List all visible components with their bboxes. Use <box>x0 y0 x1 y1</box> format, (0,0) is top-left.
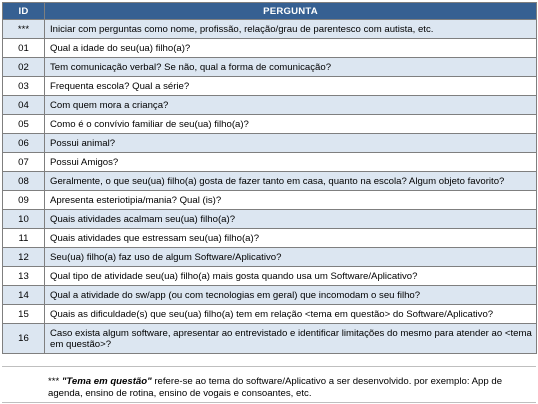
footnote-prefix: *** <box>48 376 62 387</box>
row-id: 12 <box>3 248 45 267</box>
row-id: 04 <box>3 96 45 115</box>
row-question: Iniciar com perguntas como nome, profissão, relação/grau de parentesco com autista, etc. <box>45 20 537 39</box>
row-id: 10 <box>3 210 45 229</box>
table-row <box>3 58 537 77</box>
table-row <box>3 305 537 324</box>
row-id: 11 <box>3 229 45 248</box>
row-id: 05 <box>3 115 45 134</box>
row-question: Frequenta escola? Qual a série? <box>45 77 537 96</box>
header-pergunta: PERGUNTA <box>45 3 537 20</box>
row-question: Como é o convívio familiar de seu(ua) filho(a)? <box>45 115 537 134</box>
row-question: Quais as dificuldade(s) que seu(ua) filho(a) tem em relação <tema em questão> do Software/Aplicativo? <box>45 305 537 324</box>
footnote <box>2 366 536 403</box>
row-id: 15 <box>3 305 45 324</box>
row-question: Quais atividades que estressam seu(ua) filho(a)? <box>45 229 537 248</box>
row-question: Qual a idade do seu(ua) filho(a)? <box>45 39 537 58</box>
row-question: Com quem mora a criança? <box>45 96 537 115</box>
row-id: 07 <box>3 153 45 172</box>
row-id: *** <box>3 20 45 39</box>
row-question: Caso exista algum software, apresentar ao entrevistado e identificar limitações do mesmo para atender ao <tema em questão>? <box>45 324 537 354</box>
row-question: Tem comunicação verbal? Se não, qual a forma de comunicação? <box>45 58 537 77</box>
footnote-term: "Tema em questão" <box>61 376 152 387</box>
row-question: Qual tipo de atividade seu(ua) filho(a) mais gosta quando usa um Software/Aplicativo? <box>45 267 537 286</box>
table-row <box>3 77 537 96</box>
table-row <box>3 191 537 210</box>
row-id: 16 <box>3 324 45 354</box>
header-id: ID <box>3 3 45 20</box>
row-question: Seu(ua) filho(a) faz uso de algum Software/Aplicativo? <box>45 248 537 267</box>
table-row <box>3 96 537 115</box>
row-id: 06 <box>3 134 45 153</box>
row-question: Apresenta esteriotipia/mania? Qual (is)? <box>45 191 537 210</box>
row-id: 02 <box>3 58 45 77</box>
table-row <box>3 153 537 172</box>
table-row <box>3 324 537 354</box>
table-row <box>3 210 537 229</box>
row-question: Possui animal? <box>45 134 537 153</box>
row-id: 13 <box>3 267 45 286</box>
table-row <box>3 20 537 39</box>
row-question: Quais atividades acalmam seu(ua) filho(a)? <box>45 210 537 229</box>
row-id: 01 <box>3 39 45 58</box>
row-id: 03 <box>3 77 45 96</box>
table-header-row <box>3 3 537 20</box>
table-row <box>3 267 537 286</box>
table-row <box>3 172 537 191</box>
questions-table <box>2 2 537 354</box>
row-question: Qual a atividade do sw/app (ou com tecnologias em geral) que incomodam o seu filho? <box>45 286 537 305</box>
row-question: Geralmente, o que seu(ua) filho(a) gosta de fazer tanto em casa, quanto na escola? Algum objeto favorito? <box>45 172 537 191</box>
table-body <box>3 20 537 354</box>
table-row <box>3 115 537 134</box>
row-id: 14 <box>3 286 45 305</box>
table-row <box>3 286 537 305</box>
footnote-text: refere-se ao tema do software/Aplicativo a ser desenvolvido. por exemplo: App de agenda, ensino de rotina, ensino de vogais e consoantes, etc. <box>48 376 503 399</box>
row-id: 09 <box>3 191 45 210</box>
table-row <box>3 229 537 248</box>
row-id: 08 <box>3 172 45 191</box>
table-row <box>3 134 537 153</box>
table-row <box>3 39 537 58</box>
row-question: Possui Amigos? <box>45 153 537 172</box>
table-row <box>3 248 537 267</box>
